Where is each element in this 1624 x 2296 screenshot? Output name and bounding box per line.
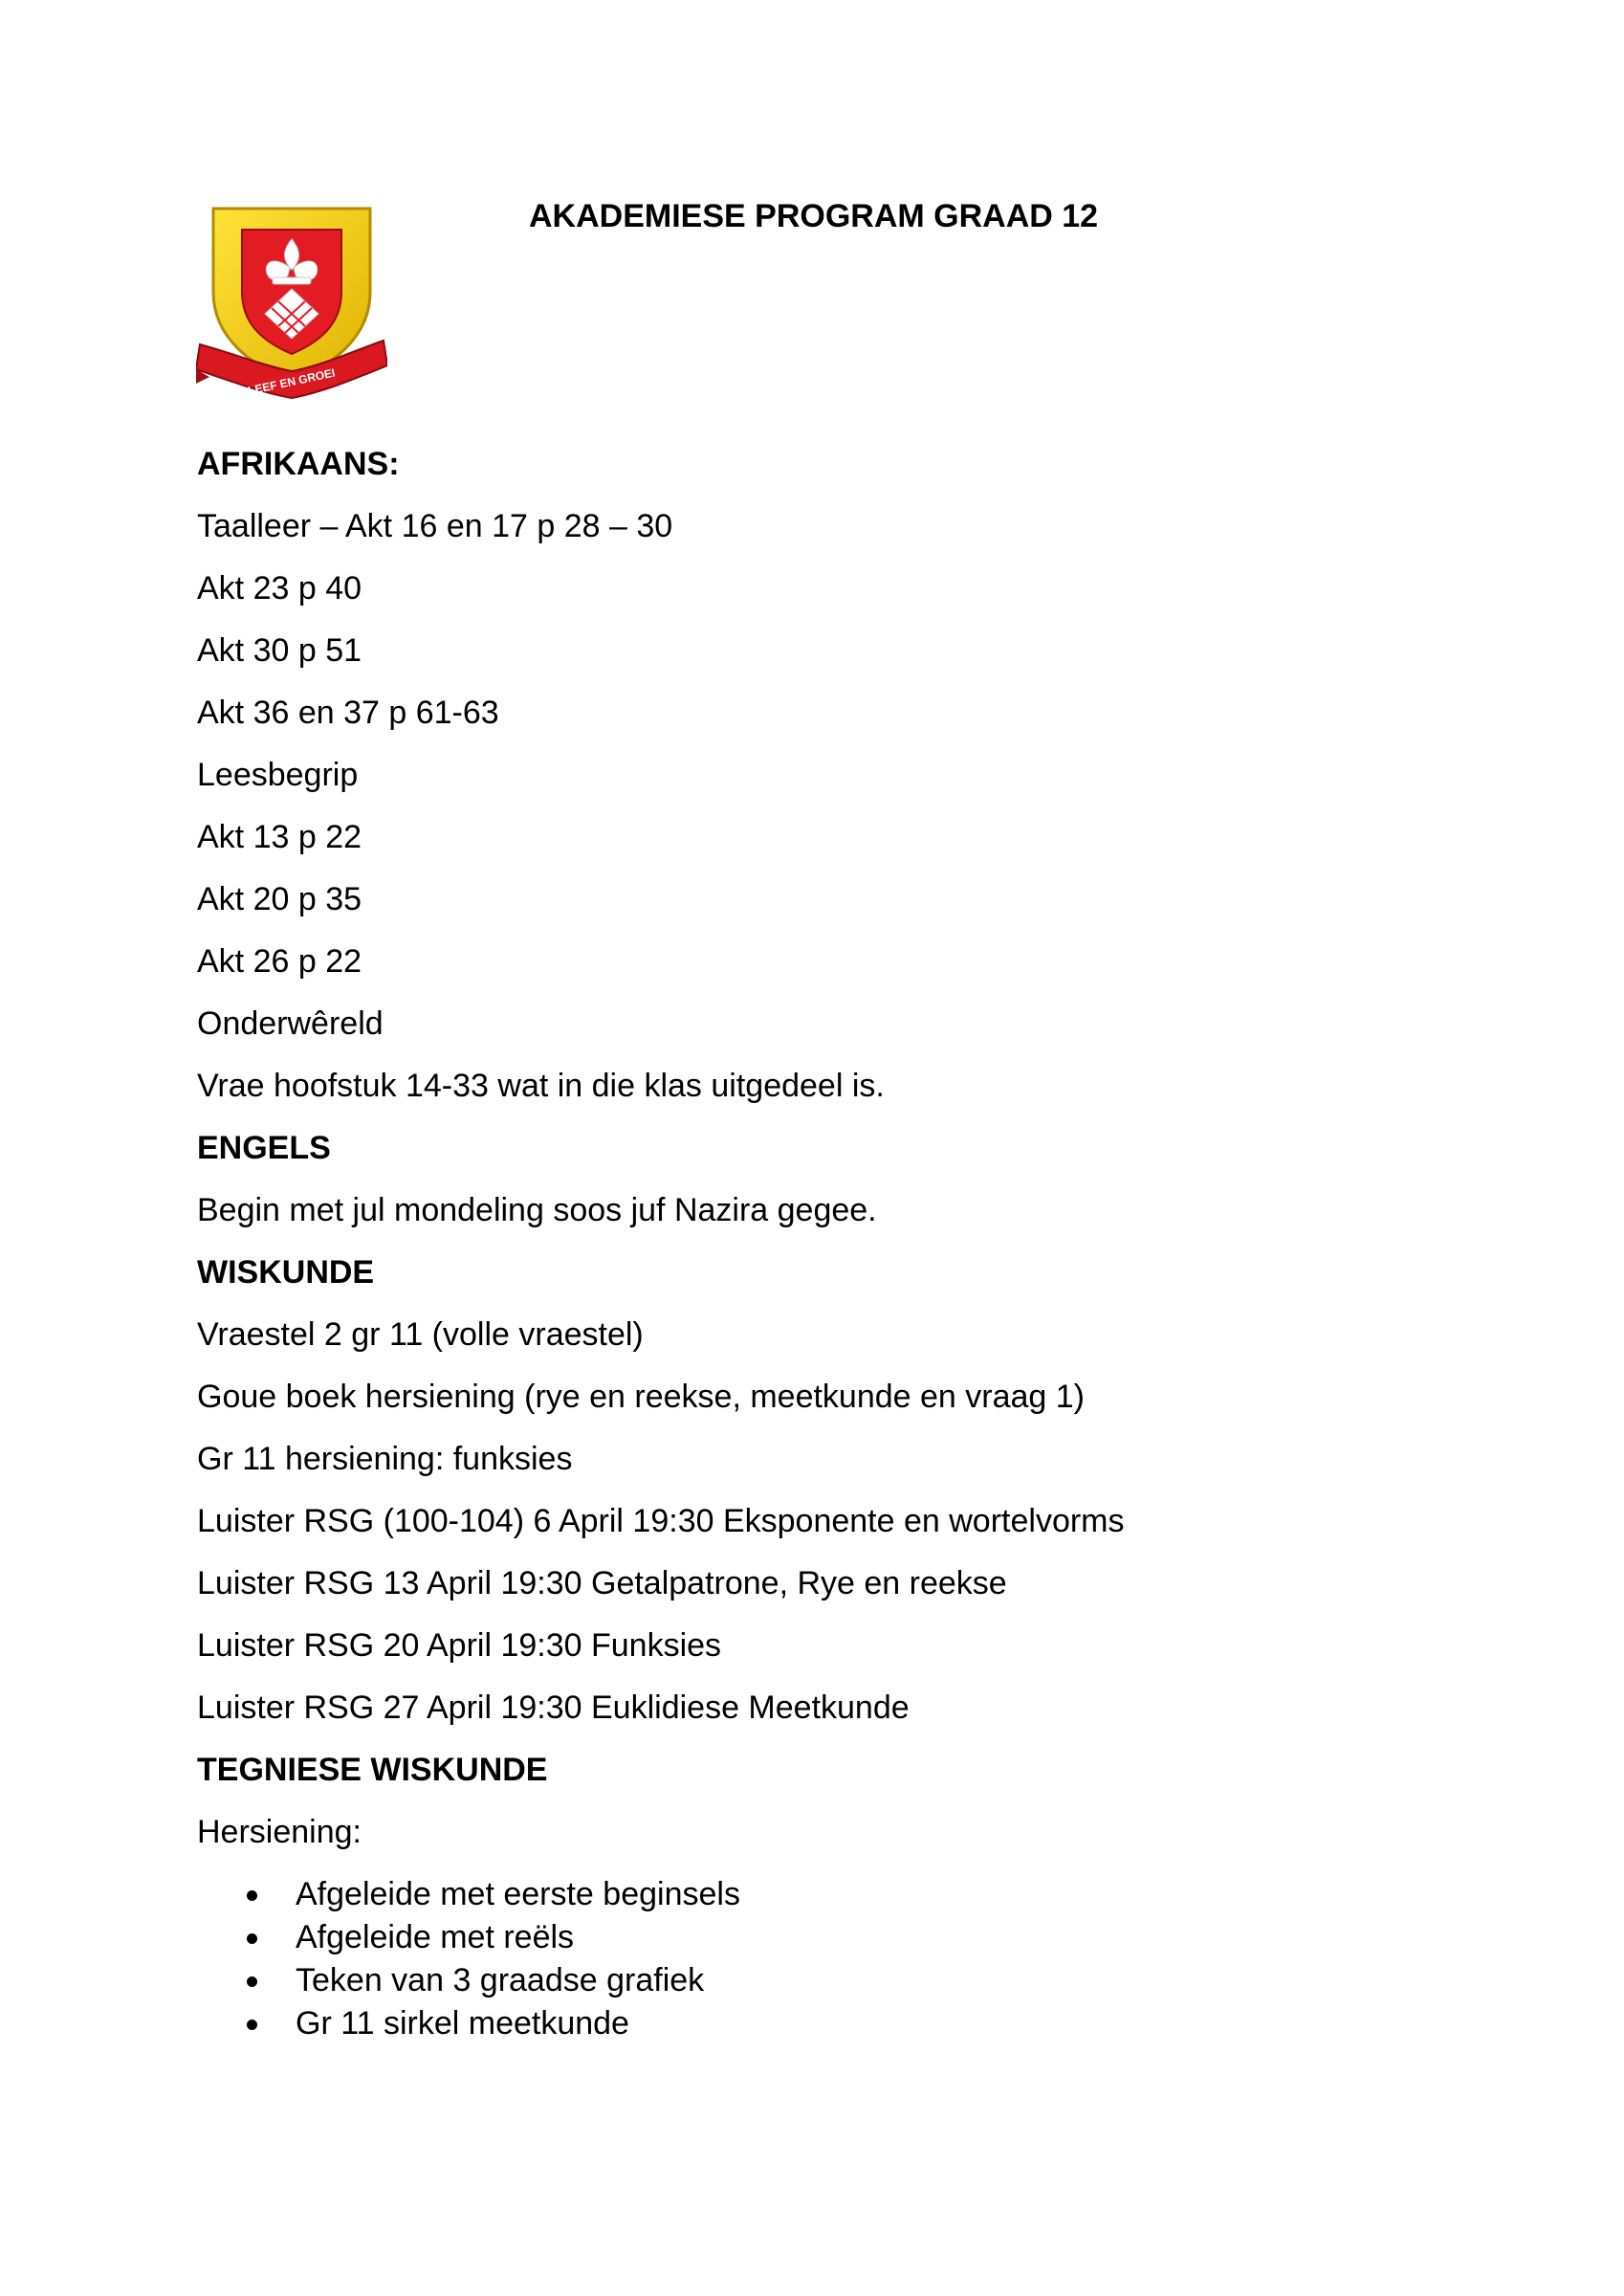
tegniese-wiskunde-line: Hersiening: <box>197 1814 362 1850</box>
afrikaans-line: Onderwêreld <box>197 1005 384 1042</box>
afrikaans-line: Akt 36 en 37 p 61-63 <box>197 695 499 731</box>
revision-bullet-list <box>197 1875 1440 2042</box>
section-heading-tegniese-wiskunde: TEGNIESE WISKUNDE <box>197 1752 548 1788</box>
afrikaans-line: Akt 13 p 22 <box>197 819 362 855</box>
afrikaans-line: Taalleer – Akt 16 en 17 p 28 – 30 <box>197 508 673 544</box>
wiskunde-line: Luister RSG 27 April 19:30 Euklidiese Meetkunde <box>197 1689 910 1726</box>
section-heading-afrikaans: AFRIKAANS: <box>197 446 400 482</box>
section-heading-wiskunde: WISKUNDE <box>197 1254 375 1291</box>
afrikaans-line: Akt 30 p 51 <box>197 632 362 669</box>
list-item-text: Teken van 3 graadse grafiek <box>296 1962 705 1998</box>
list-item-text: Afgeleide met reëls <box>296 1919 575 1955</box>
wiskunde-line: Luister RSG 13 April 19:30 Getalpatrone, Rye en reekse <box>197 1565 1007 1601</box>
list-item-text: Gr 11 sirkel meetkunde <box>296 2005 629 2042</box>
bullet-icon <box>247 2020 257 2030</box>
list-item-text: Afgeleide met eerste beginsels <box>296 1876 740 1912</box>
afrikaans-line: Vrae hoofstuk 14-33 wat in die klas uitgedeel is. <box>197 1068 885 1104</box>
section-heading-engels: ENGELS <box>197 1130 331 1166</box>
bullet-icon <box>247 1890 257 1901</box>
afrikaans-line: Akt 20 p 35 <box>197 881 362 917</box>
bullet-icon <box>247 1976 257 1987</box>
list-item <box>197 1918 1440 1956</box>
list-item <box>197 1875 1440 1913</box>
bullet-icon <box>247 1933 257 1944</box>
afrikaans-line: Akt 26 p 22 <box>197 943 362 980</box>
document-body <box>197 445 1440 2047</box>
document-title: AKADEMIESE PROGRAM GRAAD 12 <box>529 198 1099 234</box>
wiskunde-line: Vraestel 2 gr 11 (volle vraestel) <box>197 1316 644 1353</box>
wiskunde-line: Luister RSG (100-104) 6 April 19:30 Eksponente en wortelvorms <box>197 1503 1125 1539</box>
engels-line: Begin met jul mondeling soos juf Nazira gegee. <box>197 1192 877 1228</box>
wiskunde-line: Luister RSG 20 April 19:30 Funksies <box>197 1627 722 1664</box>
wiskunde-line: Goue boek hersiening (rye en reekse, meetkunde en vraag 1) <box>197 1379 1085 1415</box>
crest-motto: LEEF EN GROEI <box>247 365 337 398</box>
list-item <box>197 1961 1440 1999</box>
list-item <box>197 2004 1440 2042</box>
wiskunde-line: Gr 11 hersiening: funksies <box>197 1441 573 1477</box>
afrikaans-line: Akt 23 p 40 <box>197 570 362 607</box>
afrikaans-line: Leesbegrip <box>197 757 359 793</box>
school-crest-logo <box>196 201 387 402</box>
